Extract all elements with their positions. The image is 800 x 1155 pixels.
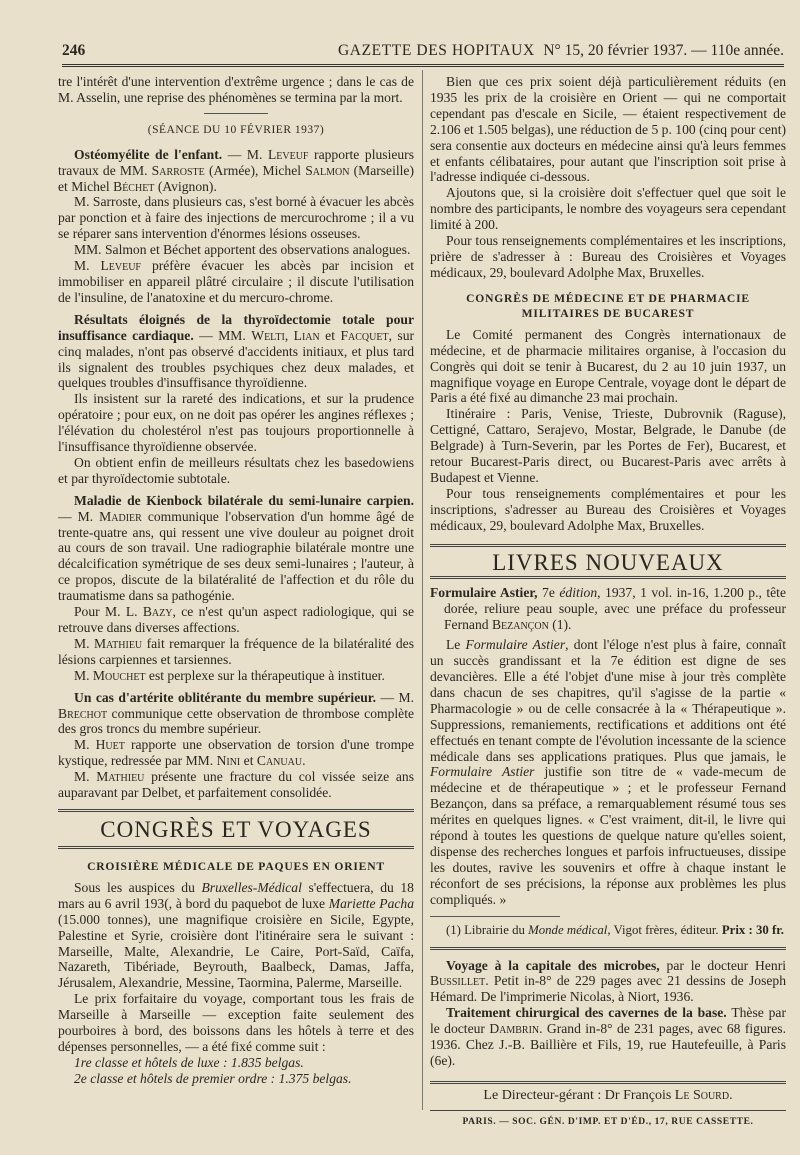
- price-line: 1re classe et hôtels de luxe : 1.835 belgas.: [74, 1054, 304, 1070]
- author-name: Bussillet: [430, 973, 486, 989]
- section-rule: [430, 544, 786, 547]
- author-name: Mouchet: [92, 667, 146, 683]
- header-rule: [62, 64, 784, 67]
- author-name: Madier: [99, 508, 142, 524]
- section-rule: [58, 846, 414, 849]
- column-separator: [422, 70, 423, 1110]
- section-rule: [430, 576, 786, 579]
- author-name: Lian: [293, 327, 320, 343]
- author-name: Salmon: [305, 162, 350, 178]
- section-heading-congres: CONGRÈS ET VOYAGES: [100, 816, 372, 842]
- author-name: Le Sourd: [674, 1087, 730, 1103]
- author-name: Brechot: [58, 705, 108, 721]
- journal-title: GAZETTE DES HOPITAUX: [338, 42, 535, 59]
- paragraph: MM. Salmon et Béchet apportent des observations analogues.: [74, 242, 411, 258]
- paragraph: M. Sarroste, dans plusieurs cas, s'est borné à évacuer les abcès par ponction et à faire des injections de mercurochrome ; il a vu se réparer sans intervention d'énormes lésions osseuses.: [58, 194, 414, 242]
- article-title: Maladie de Kienbock bilatérale du semi-lunaire carpien.: [74, 492, 414, 508]
- subsection-heading-congres-militaires: CONGRÈS DE MÉDECINE ET DE PHARMACIE MILITAIRES DE BUCAREST: [466, 291, 750, 320]
- article-title: Résultats éloignés de la thyroïdectomie totale pour insuffisance cardiaque.: [58, 311, 414, 343]
- paragraph: Pour tous renseignements complémentaires et les inscriptions, prière de s'adresser à : Bureau des Croisières et Voyages médicaux, 29, boulevard Adolphe Max, Bruxelles.: [430, 233, 786, 280]
- article-osteomyelite: Ostéomyélite de l'enfant. — M. Leveuf rapporte plusieurs travaux de MM. Sarroste (Armée), Michel Salmon (Marseille) et Michel Béchet (Avignon).: [58, 146, 414, 194]
- footnote-rule: [430, 916, 560, 917]
- price-line: 2e classe et hôtels de premier ordre : 1.375 belgas.: [74, 1070, 352, 1086]
- printer-imprint: PARIS. — SOC. GÉN. D'IMP. ET D'ÉD., 17, RUE CASSETTE.: [462, 1116, 754, 1127]
- author-name: Leveuf: [267, 146, 309, 162]
- paragraph: Pour tous renseignements complémentaires et pour les inscriptions, s'adresser au Bureau des Croisières et Voyages médicaux, 29, boulevard Adolphe Max, Bruxelles.: [430, 485, 786, 533]
- article-kienbock: Maladie de Kienbock bilatérale du semi-lunaire carpien. — M. Madier communique l'observation d'un homme âgé de trente-quatre ans, qui ressent une vive douleur au poignet droit au cours de son travail. Une radiographie bilatérale montre une décalcification symétrique de ses deux semi-lunaires ; l'auteur, à ce propos, discute de la bilatéralité de l'affection et du rôle du traumatisme dans sa pathogénie.: [58, 492, 414, 604]
- book-title: Formulaire Astier,: [430, 585, 538, 601]
- article-title: Ostéomyélite de l'enfant.: [74, 146, 223, 162]
- article-title: Un cas d'artérite oblitérante du membre supérieur.: [74, 689, 376, 705]
- left-column: [58, 74, 414, 1087]
- article-thyroidectomie: Résultats éloignés de la thyroïdectomie totale pour insuffisance cardiaque. — MM. Welti, Lian et Facquet, sur cinq malades, n'ont pas observé d'accidents initiaux, et plus tard ils signalent des troubles psychiques chez deux malades, et quelques troubles d'insuffisance thyroïdienne.: [58, 311, 415, 391]
- section-heading-livres: LIVRES NOUVEAUX: [492, 549, 724, 575]
- short-rule: [204, 113, 268, 114]
- author-name: Facquet: [340, 327, 389, 343]
- footnote: (1) Librairie du Monde médical, Vigot frères, éditeur. Prix : 30 fr.: [446, 922, 784, 937]
- paragraph: M. Mathieu présente une fracture du col vissée seize ans auparavant par Delbet, et parfaitement consolidée.: [58, 769, 414, 801]
- paragraph: Le Formulaire Astier, dont l'éloge n'est plus à faire, connaît un succès grandissant et la 7e édition est digne de ses devancières. Elle a été l'objet d'une mise à jour très complète dans chacun de ses chapitres, qu'il s'agisse de la partie « Pharmacologie » ou de celle consacrée à la « Thérapeutique ». Suppressions, remaniements, rectifications et additions ont été effectués en tenant compte de l'évolution incessante de la science médicale dans ses applications pratiques. Plus que jamais, le Formulaire Astier justifie son titre de « vade-mecum de médecine et de thérapeutique » ; et le professeur Fernand Bezançon, dans sa préface, a remarquablement résumé tous ses mérites en quelques lignes. « C'est vraiment, dit-il, le livre qui répond à toutes les questions de quelque nature qu'elles soient, dispense des recherches longues et parfois infructueuses, dissipe les doutes, ravive les souvenirs et offre à chaque instant le réconfort de ses précisions, la réponse aux problèmes les plus compliqués. »: [430, 637, 786, 907]
- book-title: Traitement chirurgical des cavernes de la base.: [446, 1005, 727, 1021]
- author-name: Sarroste: [151, 162, 205, 178]
- author-name: Béchet: [113, 178, 155, 194]
- page-number: 246: [62, 42, 86, 59]
- book-entry-traitement: Traitement chirurgical des cavernes de la base. Thèse par le docteur Dambrin. Grand in-8° de 231 pages, avec 68 figures. 1936. Chez J.-B. Baillière et Fils, 19, rue Hautefeuille, à Paris (6e).: [430, 1005, 786, 1068]
- section-rule: [430, 947, 786, 950]
- paragraph: Le Comité permanent des Congrès internationaux de médecine, et de pharmacie militaires organise, à l'occasion du Congrès qui doit se tenir à Bucarest, du 2 au 10 juin 1937, un magnifique voyage en Europe Centrale, voyage dont le départ de Paris a été fixé au dimanche 23 mai prochain.: [430, 326, 786, 406]
- right-column: [430, 74, 786, 1131]
- paragraph: Ajoutons que, si la croisière doit s'effectuer quel que soit le nombre des participants, le nombre des voyageurs sera cependant limité à 200.: [430, 185, 786, 233]
- author-name: Mathieu: [96, 769, 145, 785]
- author-name: Mathieu: [93, 635, 143, 651]
- paragraph: tre l'intérêt d'une intervention d'extrême urgence ; dans le cas de M. Asselin, une reprise des phénomènes se termina par la mort.: [58, 74, 414, 105]
- author-name: Huet: [95, 737, 125, 753]
- book-entry-formulaire: Formulaire Astier, 7e édition, 1937, 1 vol. in-16, 1.200 p., tête dorée, reliure peau souple, avec une préface du professeur Fernand Bezançon (1).: [430, 585, 786, 633]
- paragraph: Ils insistent sur la rareté des indications, et sur la prudence opératoire ; pour eux, on ne doit pas opérer les angines réflexes ; l'élévation du cholestérol n'est pas toujours proportionnelle à l'insuffisance thyroïdienne observée.: [58, 391, 414, 455]
- author-name: Dambrin: [489, 1021, 540, 1037]
- paragraph: M. Mouchet est perplexe sur la thérapeutique à instituer.: [74, 667, 385, 683]
- author-name: Bezançon: [491, 617, 549, 633]
- session-heading: (SÉANCE DU 10 FÉVRIER 1937): [147, 123, 325, 136]
- paragraph: Itinéraire : Paris, Venise, Trieste, Dubrovnik (Raguse), Cettigné, Cattaro, Serajevo, Mostar, Belgrade, le Danube (de Belgrade) à Turn-Severin, par les Portes de Fer), Bucarest, et retour Bucarest-Paris direct, ou Bucarest-Paris avec arrêts à Budapest et Vienne.: [430, 406, 786, 485]
- paragraph: Bien que ces prix soient déjà particulièrement réduits (en 1935 les prix de la croisière en Orient — qui ne comportait cependant pas d'escale en Sicile, — étaient respectivement de 2.106 et 1.505 belgas), une réduction de 5 p. 100 (cinq pour cent) sera consentie aux docteurs en médecine ainsi qu'à leurs femmes et enfants célibataires, pour autant que l'inscription soit prise à l'adresse indiquée ci-dessous.: [430, 74, 786, 185]
- subsection-heading-croisiere: CROISIÈRE MÉDICALE DE PAQUES EN ORIENT: [87, 859, 385, 873]
- paragraph: Sous les auspices du Bruxelles-Médical s'effectuera, du 18 mars au 6 avril 193(, à bord du paquebot de luxe Mariette Pacha (15.000 tonnes), une magnifique croisière en Sicile, Egypte, Palestine et Syrie, croisière dont l'itinéraire sera le suivant : Marseille, Malte, Alexandrie, Le Caire, Port-Saïd, Caïfa, Nazareth, Tibériade, Beyrouth, Baalbeck, Damas, Jaffa, Jérusalem, Alexandrie, Messine, Taormina, Palerme, Marseille.: [58, 879, 414, 991]
- section-rule: [58, 809, 414, 812]
- author-name: Bazy: [142, 604, 173, 620]
- book-entry-voyage: Voyage à la capitale des microbes, par le docteur Henri Bussillet. Petit in-8° de 229 pages avec 21 dessins de Joseph Hémard. De l'imprimerie Nicolas, à Niort, 1936.: [430, 957, 786, 1005]
- article-arterite: Un cas d'artérite oblitérante du membre supérieur. — M. Brechot communique cette observation de thrombose complète des gros troncs du membre supérieur.: [58, 689, 414, 737]
- section-rule: [430, 1110, 786, 1111]
- issue-info: N° 15, 20 février 1937. — 110e année.: [543, 42, 784, 59]
- author-name: Welti: [251, 327, 285, 343]
- book-title: Voyage à la capitale des microbes,: [446, 957, 660, 973]
- paragraph: On obtient enfin de meilleurs résultats chez les basedowiens et par thyroïdectomie subtotale.: [58, 454, 414, 486]
- page-header: [62, 40, 784, 62]
- paragraph: M. Leveuf préfère évacuer les abcès par incision et immobiliser en appareil plâtré circulaire ; il discute l'utilisation de l'insuline, de l'anatoxine et du mercuro-chrome.: [58, 258, 414, 305]
- paragraph: M. Mathieu fait remarquer la fréquence de la bilatéralité des lésions carpiennes et tarsiennes.: [58, 635, 415, 667]
- paragraph: Le prix forfaitaire du voyage, comportant tous les frais de Marseille à Marseille — exception faite seulement des pourboires à bord, des boissons dans les hôtels à terre et des dépenses personnelles, — a été fixé comme suit :: [58, 991, 414, 1054]
- author-name: Leveuf: [100, 258, 141, 274]
- author-name: Canuau: [256, 753, 303, 769]
- author-name: Nini: [216, 753, 241, 769]
- paragraph: Pour M. L. Bazy, ce n'est qu'un aspect radiologique, qui se retrouve dans diverses affections.: [58, 604, 414, 635]
- section-rule: [430, 1081, 786, 1084]
- director-line: Le Directeur-gérant : Dr François Le Sourd.: [483, 1087, 733, 1103]
- paragraph: M. Huet rapporte une observation de torsion d'une trompe kystique, redressée par MM. Nini et Canuau.: [58, 737, 414, 769]
